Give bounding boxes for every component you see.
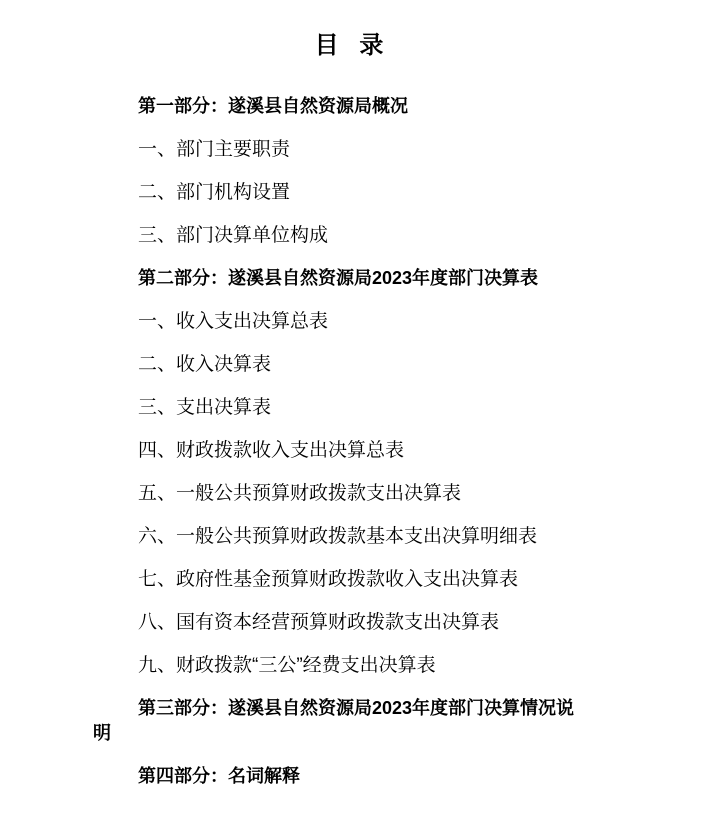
page-title: 目 录 (314, 32, 391, 59)
toc-item: 七、政府性基金预算财政拨款收入支出决算表 (138, 569, 519, 590)
toc-item: 三、支出决算表 (138, 397, 272, 418)
toc-section-heading: 第二部分：遂溪县自然资源局2023年度部门决算表 (138, 268, 539, 288)
toc-item: 一、收入支出决算总表 (138, 311, 329, 332)
toc-item: 八、国有资本经营预算财政拨款支出决算表 (138, 612, 500, 633)
toc-item: 一、部门主要职责 (138, 139, 291, 160)
toc-item: 三、部门决算单位构成 (138, 225, 329, 246)
table-of-contents (93, 94, 585, 789)
toc-item: 五、一般公共预算财政拨款支出决算表 (138, 483, 462, 504)
toc-item: 二、收入决算表 (138, 354, 272, 375)
toc-item: 九、财政拨款“三公”经费支出决算表 (138, 655, 436, 676)
toc-section-heading: 第一部分：遂溪县自然资源局概况 (138, 96, 408, 116)
toc-item: 六、一般公共预算财政拨款基本支出决算明细表 (138, 526, 538, 547)
toc-section-heading: 第四部分：名词解释 (138, 766, 300, 786)
toc-item: 二、部门机构设置 (138, 182, 291, 203)
toc-section-heading: 第三部分：遂溪县自然资源局2023年度部门决算情况说明 (93, 698, 575, 743)
toc-item: 四、财政拨款收入支出决算总表 (138, 440, 405, 461)
